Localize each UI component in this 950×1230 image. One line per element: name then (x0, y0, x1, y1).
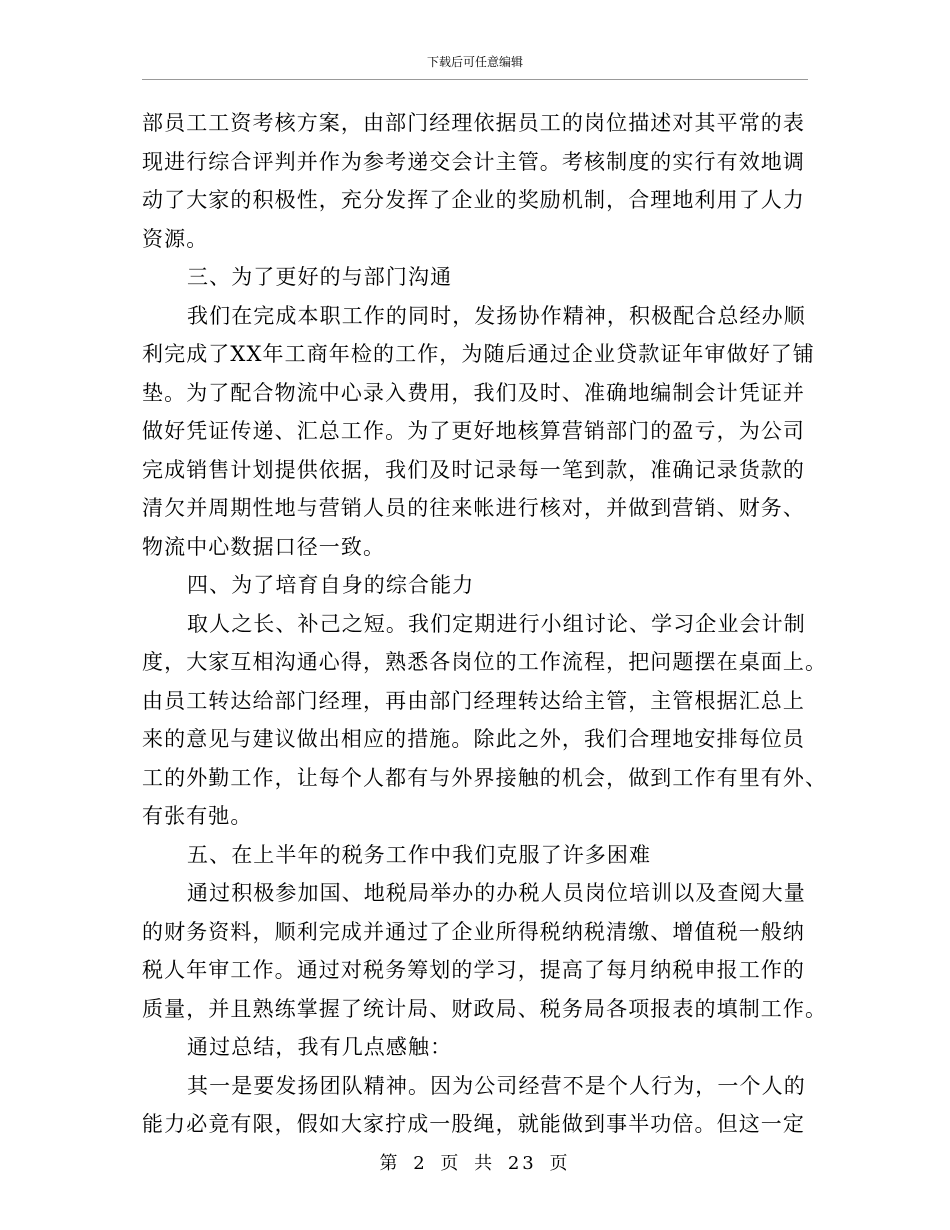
page-footer: 第 2 页 共 23 页 (379, 1153, 571, 1174)
text-line: 资源。 (142, 226, 209, 251)
text-line: 我们在完成本职工作的同时，发扬协作精神，积极配合总经办顺 (187, 303, 806, 328)
text-line: 有张有弛。 (142, 804, 253, 828)
text-line: 现进行综合评判并作为参考递交会计主管。考核制度的实行有效地调 (142, 149, 805, 174)
text-line: 由员工转达给部门经理，再由部门经理转达给主管，主管根据汇总上 (142, 688, 805, 713)
text-line: 做好凭证传递、汇总工作。为了更好地核算营销部门的盈亏，为公司 (142, 419, 805, 443)
text-line: 三、为了更好的与部门沟通 (187, 265, 453, 289)
text-line: 四、为了培育自身的综合能力 (187, 573, 475, 597)
text-line: 垫。为了配合物流中心录入费用，我们及时、准确地编制会计凭证并 (142, 380, 805, 405)
header-divider (142, 79, 808, 80)
text-line: 来的意见与建议做出相应的措施。除此之外，我们合理地安排每位员 (142, 727, 805, 751)
text-line: 五、在上半年的税务工作中我们克服了许多困难 (187, 842, 652, 867)
text-line: 动了大家的积极性，充分发挥了企业的奖励机制，合理地利用了人力 (142, 188, 805, 212)
text-line: 通过总结，我有几点感触： (187, 1035, 453, 1059)
text-line: 能力必竟有限，假如大家拧成一股绳，就能做到事半功倍。但这一定 (142, 1112, 805, 1136)
document-body (142, 104, 828, 1144)
text-line: 度，大家互相沟通心得，熟悉各岗位的工作流程，把问题摆在桌面上。 (142, 650, 828, 674)
text-line: 完成销售计划提供依据，我们及时记录每一笔到款，准确记录货款的 (142, 457, 805, 482)
text-line: 取人之长、补己之短。我们定期进行小组讨论、学习企业会计制 (187, 611, 806, 636)
page-header: 下载后可任意编辑 (426, 55, 523, 69)
text-line: 的财务资料，顺利完成并通过了企业所得税纳税清缴、增值税一般纳 (142, 919, 805, 944)
text-line: 工的外勤工作，让每个人都有与外界接触的机会，做到工作有里有外、 (142, 765, 828, 790)
text-line: 税人年审工作。通过对税务筹划的学习，提高了每月纳税申报工作的 (142, 958, 805, 982)
text-line: 物流中心数据口径一致。 (142, 534, 386, 559)
text-line: 其一是要发扬团队精神。因为公司经营不是个人行为，一个人的 (187, 1073, 806, 1098)
text-line: 部员工工资考核方案，由部门经理依据员工的岗位描述对其平常的表 (142, 111, 805, 135)
text-line: 质量，并且熟练掌握了统计局、财政局、税务局各项报表的填制工作。 (142, 996, 828, 1021)
text-line: 利完成了XX年工商年检的工作，为随后通过企业贷款证年审做好了铺 (142, 342, 815, 366)
text-line: 清欠并周期性地与营销人员的往来帐进行核对，并做到营销、财务、 (142, 496, 805, 520)
text-line: 通过积极参加国、地税局举办的办税人员岗位培训以及查阅大量 (187, 881, 806, 905)
